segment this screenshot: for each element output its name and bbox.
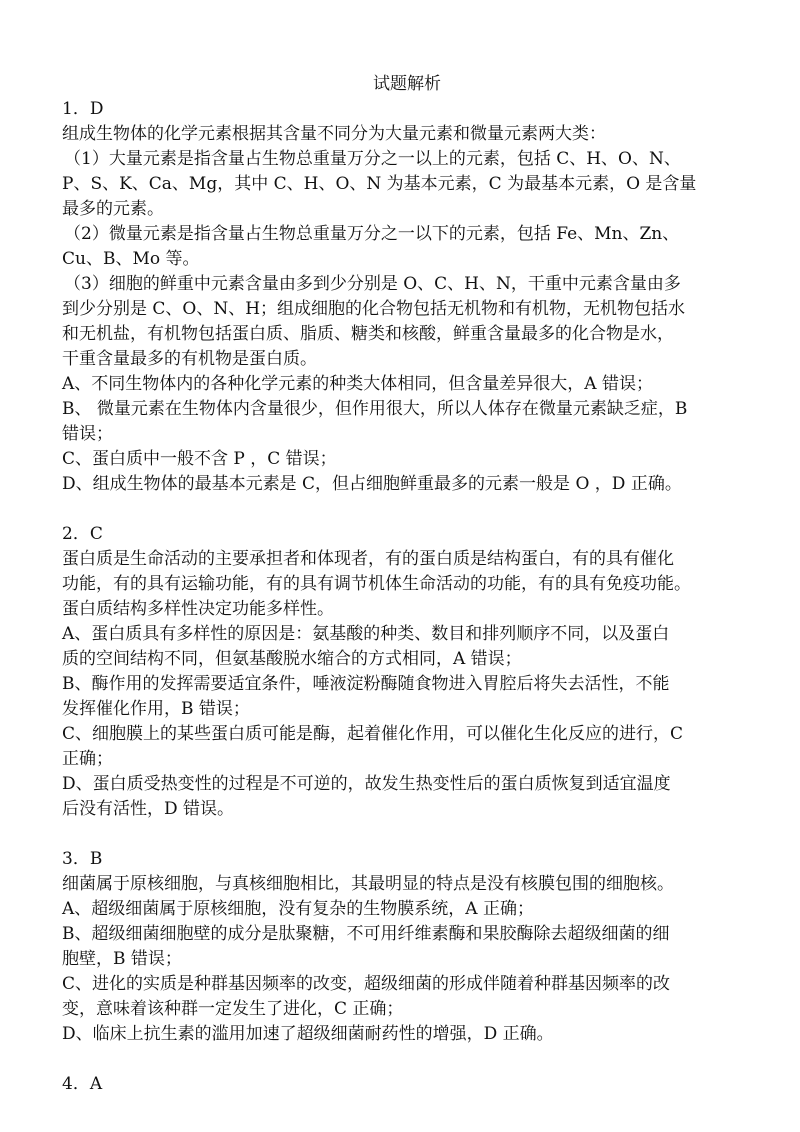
text-line: C、细胞膜上的某些蛋白质可能是酶，起着催化作用，可以催化生化反应的进行，C: [62, 724, 684, 744]
text-line: 蛋白质是生命活动的主要承担者和体现者，有的蛋白质是结构蛋白，有的具有催化: [62, 549, 674, 569]
text-line: 组成生物体的化学元素根据其含量不同分为大量元素和微量元素两大类：: [62, 124, 606, 144]
text-line: 正确；: [62, 749, 113, 769]
document-content: [62, 72, 752, 1097]
text-line: （1）大量元素是指含量占生物总重量万分之一以上的元素，包括 C、H、O、N、: [64, 149, 681, 169]
text-line: 错误；: [62, 424, 113, 444]
text-line: 干重含量最多的有机物是蛋白质。: [62, 349, 317, 369]
text-line: 质的空间结构不同，但氨基酸脱水缩合的方式相同，A 错误；: [62, 649, 522, 669]
section-gap: [62, 822, 752, 847]
text-line: B、 微量元素在生物体内含量很少，但作用很大，所以人体存在微量元素缺乏症，B: [62, 399, 688, 419]
text-line: D、临床上抗生素的滥用加速了超级细菌耐药性的增强，D 正确。: [62, 1024, 554, 1044]
text-line: D、组成生物体的最基本元素是 C，但占细胞鲜重最多的元素一般是 O ，D 正确。: [62, 474, 682, 494]
answer-section-4: [62, 1072, 752, 1097]
text-line: 细菌属于原核细胞，与真核细胞相比，其最明显的特点是没有核膜包围的细胞核。: [62, 874, 674, 894]
answer-section-2: [62, 522, 752, 822]
text-line: 蛋白质结构多样性决定功能多样性。: [62, 599, 334, 619]
text-line: Cu、B、Mo 等。: [62, 249, 200, 269]
text-line: A、超级细菌属于原核细胞，没有复杂的生物膜系统，A 正确；: [62, 899, 534, 919]
text-line: B、酶作用的发挥需要适宜条件，唾液淀粉酶随食物进入胃腔后将失去活性，不能: [62, 674, 670, 694]
text-line: A、蛋白质具有多样性的原因是：氨基酸的种类、数目和排列顺序不同，以及蛋白: [62, 624, 670, 644]
answer-section-1: [62, 97, 752, 497]
text-line: 功能，有的具有运输功能，有的具有调节机体生命活动的功能，有的具有免疫功能。: [62, 574, 691, 594]
text-line: B、超级细菌细胞壁的成分是肽聚糖，不可用纤维素酶和果胶酶除去超级细菌的细: [62, 924, 670, 944]
text-line: 发挥催化作用，B 错误；: [62, 699, 250, 719]
question-number: 3．B: [62, 849, 103, 869]
text-line: C、进化的实质是种群基因频率的改变，超级细菌的形成伴随着种群基因频率的改: [62, 974, 671, 994]
text-line: P、S、K、Ca、Mg，其中 C、H、O、N 为基本元素，C 为最基本元素，O 是含量: [62, 174, 697, 194]
question-number: 1．D: [62, 99, 104, 119]
text-line: A、不同生物体内的各种化学元素的种类大体相同，但含量差异很大，A 错误；: [62, 374, 653, 394]
text-line: C、蛋白质中一般不含 P ，C 错误；: [62, 449, 337, 469]
section-gap: [62, 1047, 752, 1072]
text-line: 后没有活性，D 错误。: [62, 799, 235, 819]
text-line: 变，意味着该种群一定发生了进化，C 正确；: [62, 999, 404, 1019]
text-line: 胞壁，B 错误；: [62, 949, 182, 969]
text-line: 和无机盐，有机物包括蛋白质、脂质、糖类和核酸，鲜重含量最多的化合物是水，: [62, 324, 674, 344]
text-line: （3）细胞的鲜重中元素含量由多到少分别是 O、C、H、N，干重中元素含量由多: [64, 274, 681, 294]
text-line: （2）微量元素是指含量占生物总重量万分之一以下的元素，包括 Fe、Mn、Zn、: [64, 224, 680, 244]
text-line: 最多的元素。: [62, 199, 164, 219]
text-line: 到少分别是 C、O、N、H；组成细胞的化合物包括无机物和有机物，无机物包括水: [62, 299, 686, 319]
text-line: D、蛋白质受热变性的过程是不可逆的，故发生热变性后的蛋白质恢复到适宜温度: [62, 774, 671, 794]
question-number: 2．C: [62, 524, 103, 544]
page-title: 试题解析: [373, 74, 441, 94]
answer-section-3: [62, 847, 752, 1047]
question-number: 4．A: [62, 1074, 103, 1094]
section-gap: [62, 497, 752, 522]
